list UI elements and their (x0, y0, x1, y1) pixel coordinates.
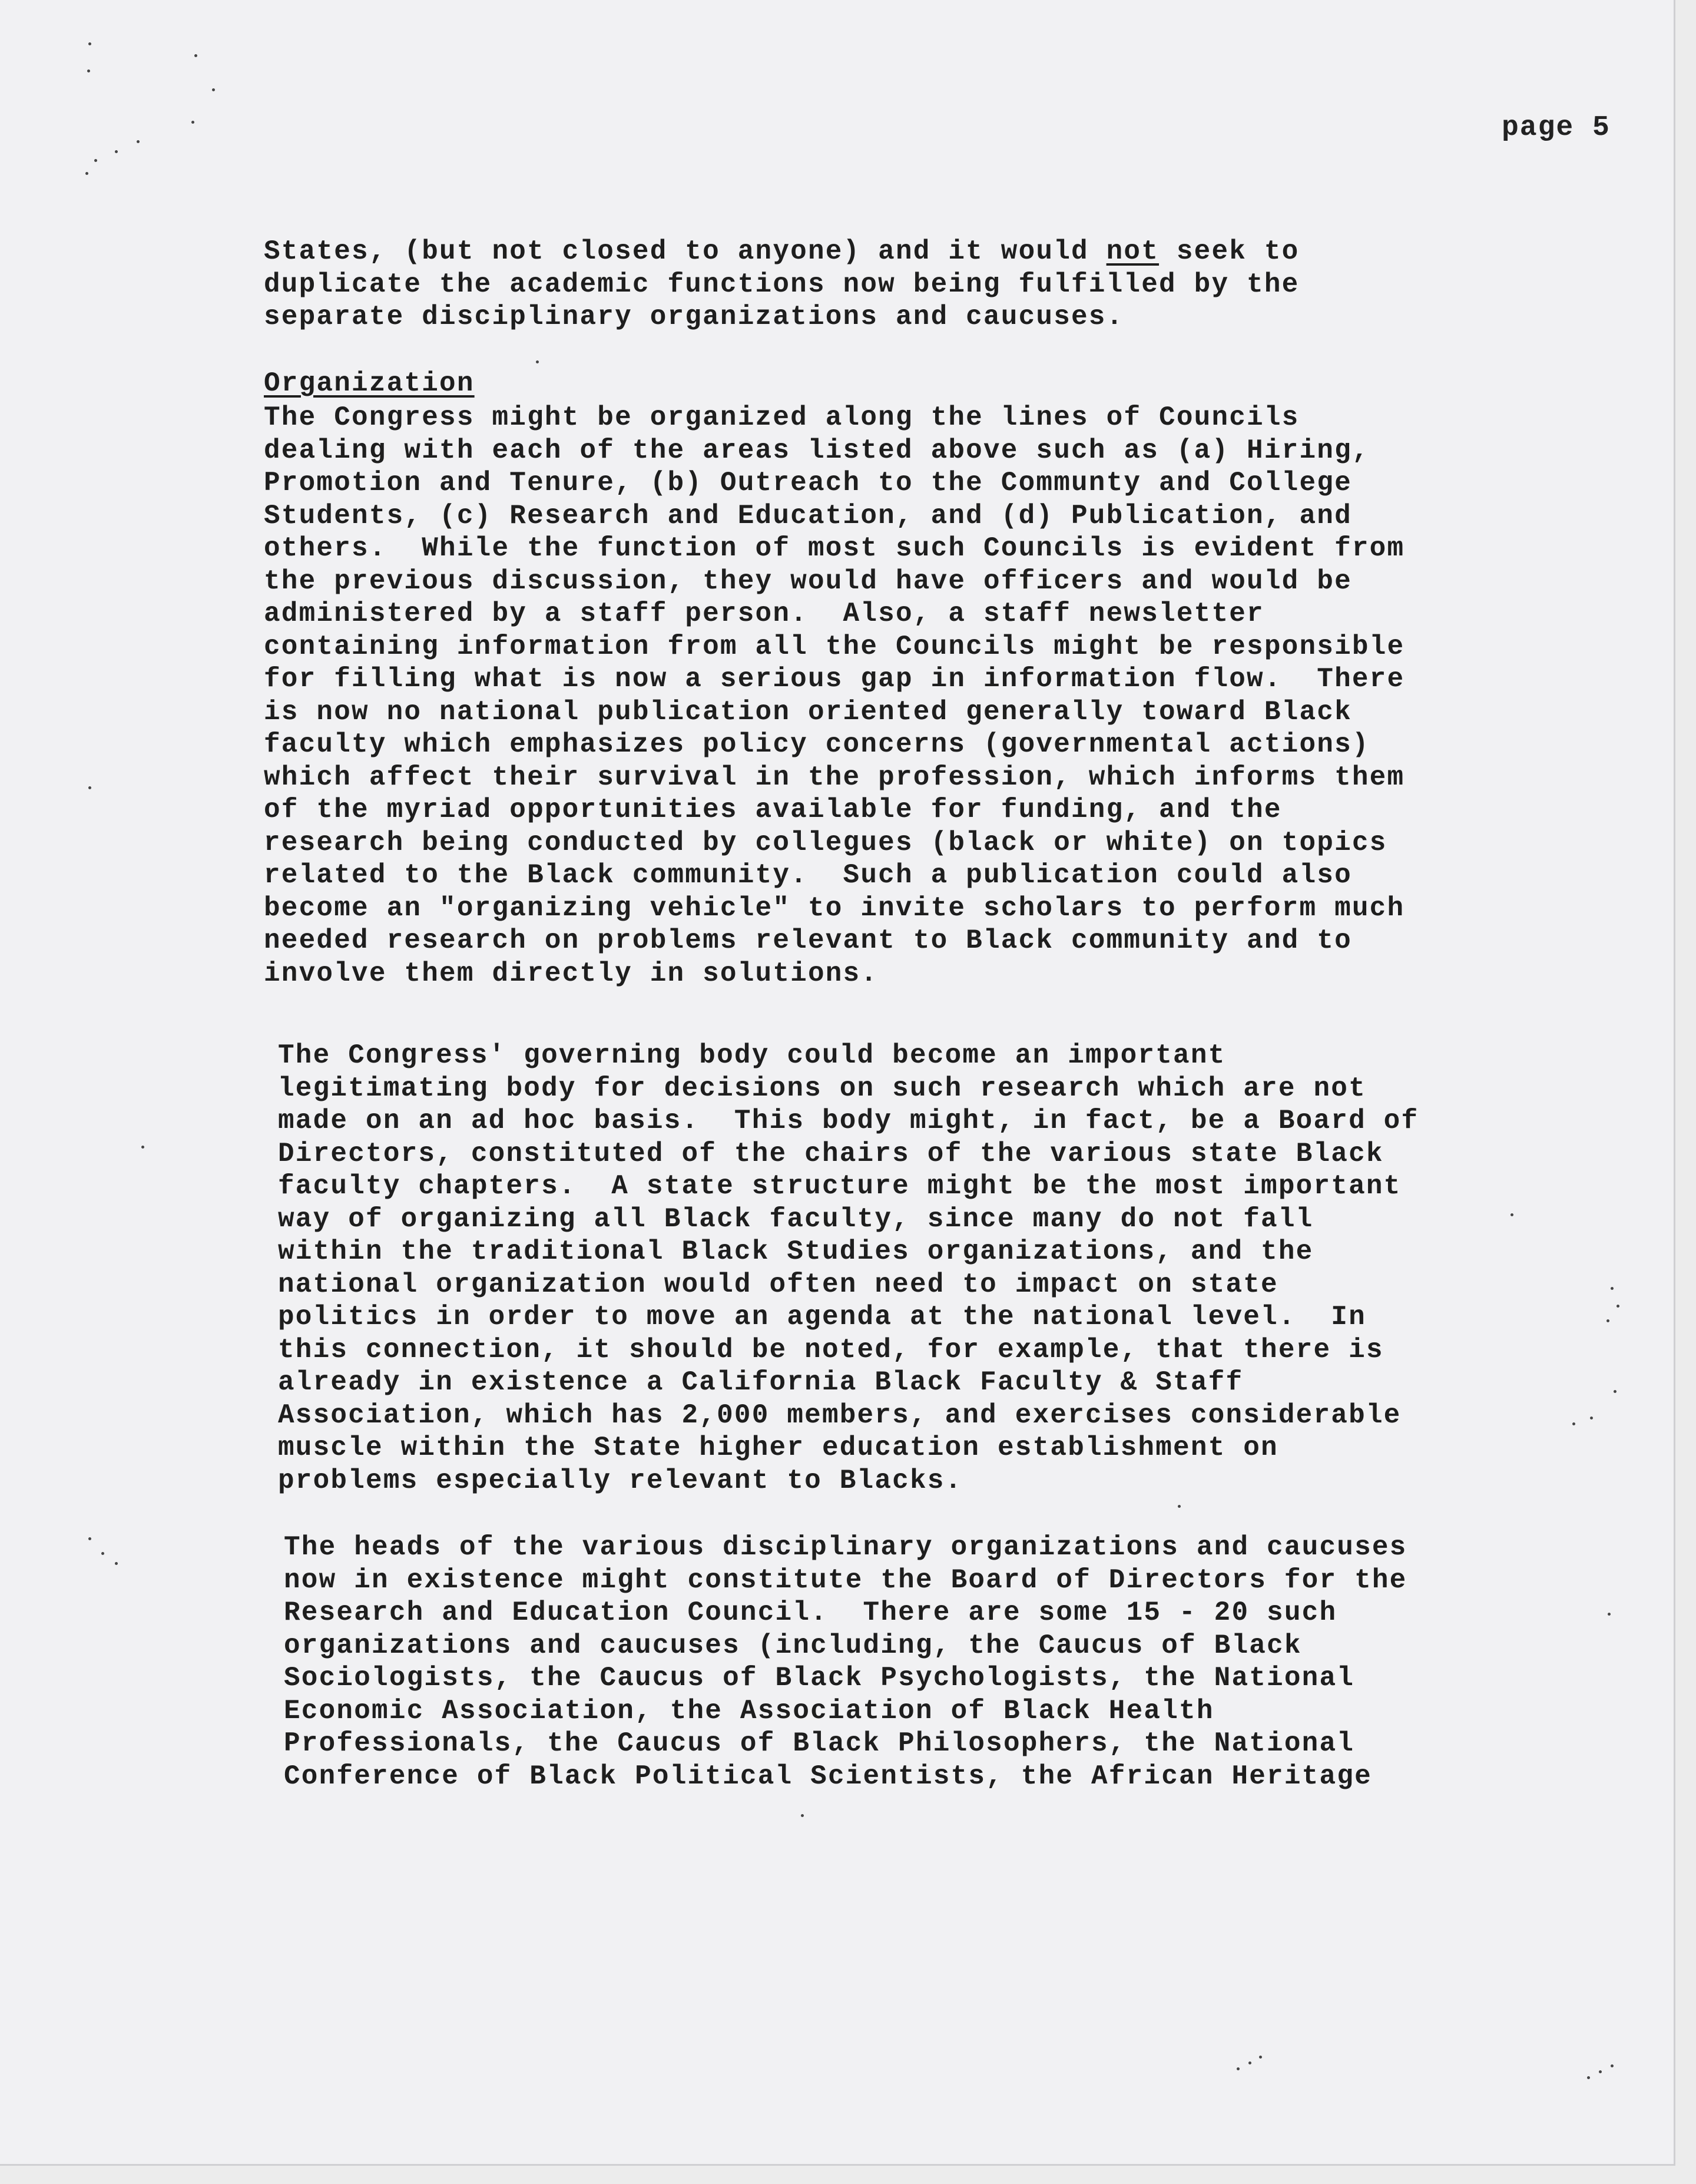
text-line: organizations and caucuses (including, the Caucus of Black (284, 1630, 1302, 1661)
speck (115, 1562, 118, 1565)
speck (801, 1814, 804, 1817)
speck (88, 42, 91, 45)
text-line: States, (but not closed to anyone) and it would not seek to (264, 236, 1300, 267)
speck (88, 786, 91, 789)
text-line: Association, which has 2,000 members, and exercises considerable (278, 1399, 1402, 1431)
section-heading: Organization (264, 368, 475, 399)
speck (115, 150, 118, 153)
speck (1259, 2056, 1262, 2059)
speck (1611, 1287, 1614, 1290)
text-line: Economic Association, the Association of Black Health (284, 1695, 1214, 1726)
speck (137, 140, 140, 143)
speck (1572, 1422, 1575, 1425)
speck (141, 1146, 144, 1149)
text-line: problems especially relevant to Blacks. (278, 1465, 963, 1496)
text-line: Conference of Black Political Scientists, the African Heritage (284, 1761, 1372, 1792)
page-number: page 5 (1502, 112, 1611, 144)
text-line: Research and Education Council. There are some 15 - 20 such (284, 1597, 1337, 1628)
speck (1237, 2067, 1240, 2070)
paragraph-1 (264, 402, 1612, 990)
speck (1599, 2070, 1602, 2073)
text-line: Students, (c) Research and Education, and (d) Publication, and (264, 500, 1352, 531)
text-line: The heads of the various disciplinary organizations and caucuses (284, 1532, 1407, 1563)
text-line: related to the Black community. Such a publication could also (264, 860, 1352, 891)
text-line: which affect their survival in the profession, which informs them (264, 762, 1405, 793)
text-line: faculty which emphasizes policy concerns (governmental actions) (264, 729, 1370, 760)
text-line: The Congress' governing body could become an important (278, 1040, 1226, 1071)
speck (212, 88, 215, 91)
speck (1510, 1213, 1513, 1216)
text-line: needed research on problems relevant to Black community and to (264, 925, 1352, 956)
speck (194, 54, 197, 57)
speck (1611, 2064, 1614, 2067)
emphasis-not: not (1106, 236, 1160, 267)
speck (191, 121, 194, 124)
text-line: for filling what is now a serious gap in information flow. There (264, 664, 1405, 694)
speck (536, 360, 539, 363)
text-line: within the traditional Black Studies organizations, and the (278, 1236, 1314, 1267)
text-line: muscle within the State higher education establishment on (278, 1432, 1278, 1463)
text-line: research being conducted by collegues (black or white) on topics (264, 827, 1387, 858)
speck (1590, 1417, 1593, 1419)
text-line: duplicate the academic functions now being fulfilled by the (264, 269, 1300, 300)
speck (85, 172, 88, 175)
text-line: now in existence might constitute the Board of Directors for the (284, 1564, 1407, 1596)
speck (1614, 1390, 1616, 1393)
text-line: The Congress might be organized along the lines of Councils (264, 402, 1300, 433)
text-line: others. While the function of most such Councils is evident from (264, 533, 1405, 564)
text-line: involve them directly in solutions. (264, 958, 879, 989)
text-line: way of organizing all Black faculty, since many do not fall (278, 1203, 1314, 1235)
speck (87, 70, 90, 72)
speck (1587, 2076, 1590, 2079)
text-line: faculty chapters. A state structure might be the most important (278, 1171, 1402, 1202)
speck (88, 1537, 91, 1540)
text-line: already in existence a California Black Faculty & Staff (278, 1367, 1244, 1398)
speck (101, 1552, 104, 1555)
text-line: dealing with each of the areas listed above such as (a) Hiring, (264, 435, 1370, 466)
text-line: Directors, constituted of the chairs of the various state Black (278, 1138, 1384, 1169)
text-line: containing information from all the Councils might be responsible (264, 631, 1405, 662)
paragraph-2 (278, 1040, 1627, 1497)
text-line: the previous discussion, they would have officers and would be (264, 565, 1352, 597)
speck (1178, 1505, 1181, 1508)
text-line: this connection, it should be noted, for example, that there is (278, 1334, 1384, 1365)
text-line: administered by a staff person. Also, a staff newsletter (264, 598, 1264, 629)
text-line: Sociologists, the Caucus of Black Psychologists, the National (284, 1663, 1355, 1693)
text-line: politics in order to move an agenda at the national level. In (278, 1302, 1366, 1332)
text-line: national organization would often need to impact on state (278, 1269, 1278, 1300)
speck (1608, 1613, 1611, 1616)
text-line: become an "organizing vehicle" to invite scholars to perform much (264, 892, 1405, 924)
text-line: legitimating body for decisions on such research which are not (278, 1073, 1366, 1104)
speck (94, 159, 97, 162)
text-line: separate disciplinary organizations and caucuses. (264, 302, 1124, 332)
text-line: of the myriad opportunities available for funding, and the (264, 795, 1282, 825)
speck (1616, 1305, 1619, 1308)
text-line: is now no national publication oriented generally toward Black (264, 696, 1352, 727)
text-line: made on an ad hoc basis. This body might, in fact, be a Board of (278, 1106, 1419, 1136)
speck (1606, 1319, 1609, 1322)
text-line: Promotion and Tenure, (b) Outreach to the Communty and College (264, 468, 1352, 498)
intro-paragraph (264, 236, 1612, 334)
speck (1248, 2061, 1251, 2064)
text-line: Professionals, the Caucus of Black Philosophers, the National (284, 1728, 1355, 1759)
paragraph-3 (284, 1531, 1632, 1793)
